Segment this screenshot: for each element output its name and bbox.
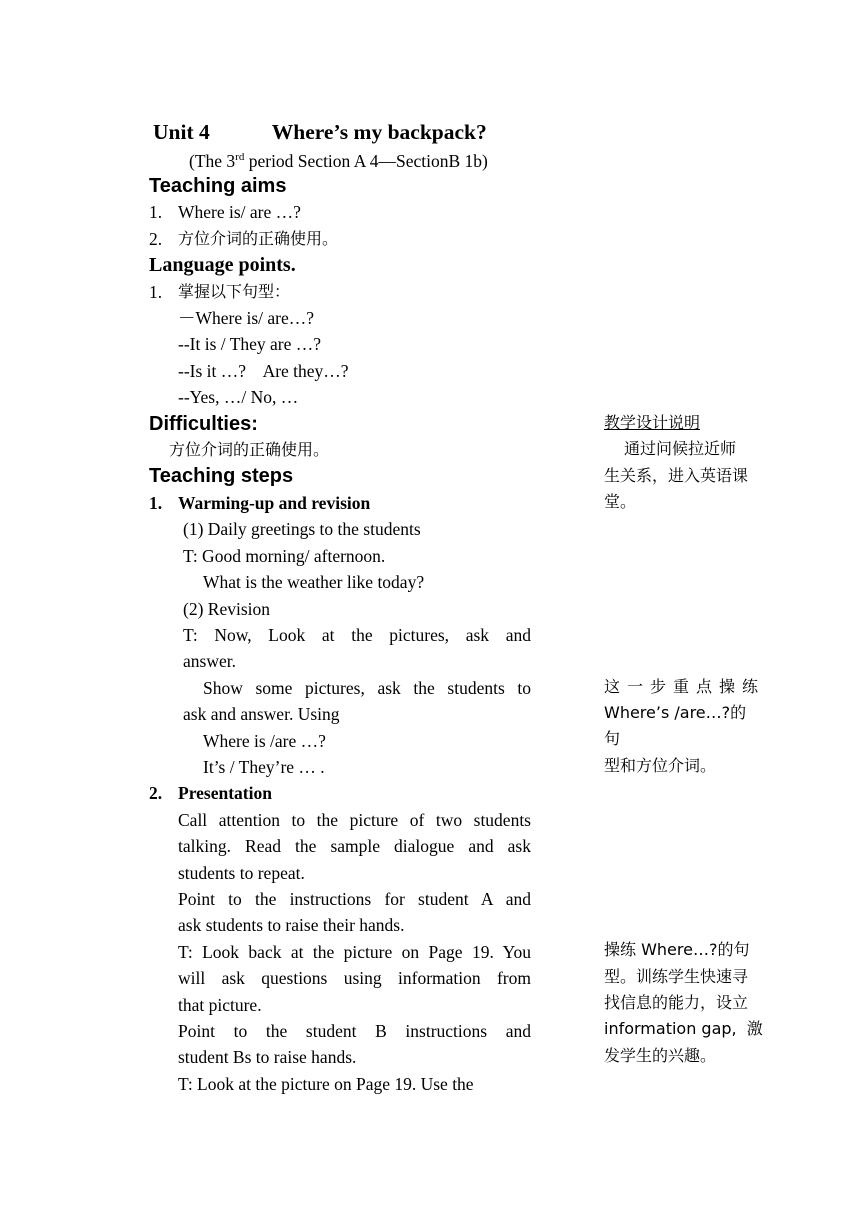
language-line: --Yes, …/ No, … [178, 387, 299, 408]
step-2-line: Point to the instructions for student A and [178, 888, 531, 909]
difficulties-text: 方位介词的正确使用。 [169, 440, 330, 460]
step-2-line: student Bs to raise hands. [178, 1047, 357, 1068]
period-subtitle [189, 149, 531, 173]
step-2-line: ask students to raise their hands. [178, 915, 405, 936]
step-1-line: (1) Daily greetings to the students [183, 519, 421, 540]
note-1: 通过问候拉近师 生关系，进入英语课 堂。 [604, 439, 749, 512]
subtitle-pre: (The 3 [189, 151, 236, 171]
step-1-line: ask and answer. Using [183, 704, 340, 725]
main-column [149, 115, 531, 1097]
step-2-title: 2. Presentation [149, 783, 272, 804]
step-2-line: that picture. [178, 994, 262, 1015]
note-2: 这 一 步 重 点 操 练 Where’s /are…?的句 型和方位介词。 [604, 676, 758, 775]
step-1-line: Where is /are …? [203, 730, 326, 751]
step-2-line: talking. Read the sample dialogue and ask [178, 836, 531, 857]
aim-item-2: 2. 方位介词的正确使用。 [149, 228, 339, 249]
language-item-1: 1. 掌握以下句型： [149, 281, 291, 302]
step-1-line: What is the weather like today? [203, 572, 425, 593]
step-2-line: will ask questions using information from [178, 968, 531, 989]
step-2-line: T: Look back at the picture on Page 19. You [178, 941, 531, 962]
step-1-line: Show some pictures, ask the students to [203, 677, 531, 698]
step-1-line: (2) Revision [183, 598, 271, 619]
step-2-line: Call attention to the picture of two students [178, 809, 531, 830]
step-2-line: T: Look at the picture on Page 19. Use the [178, 1073, 474, 1094]
step-1-line: T: Now, Look at the pictures, ask and [183, 624, 531, 645]
aim-item-1: 1. Where is/ are …? [149, 202, 301, 223]
unit-title [153, 115, 531, 149]
step-1-title: 1. Warming-up and revision [149, 492, 371, 513]
language-line: －Where is/ are…? [178, 308, 315, 329]
notes-column [604, 410, 763, 1069]
note-3: 操练 Where…?的句 型。训练学生快速寻 找信息的能力，设立 information gap, 激 发学生的兴趣。 [604, 940, 763, 1065]
language-line: --It is / They are …? [178, 334, 322, 355]
teaching-aims-heading: Teaching aims [149, 175, 287, 197]
subtitle-post: period Section A 4—SectionB 1b) [244, 151, 488, 171]
language-line: --Is it …? Are they…? [178, 360, 349, 381]
step-1-line: answer. [183, 651, 236, 672]
unit-name: Where’s my backpack? [271, 120, 487, 144]
language-points-heading: Language points. [149, 254, 296, 277]
step-2-line: students to repeat. [178, 862, 305, 883]
subtitle-sup: rd [235, 151, 245, 164]
notes-heading: 教学设计说明 [604, 413, 701, 432]
difficulties-heading: Difficulties: [149, 412, 258, 435]
teaching-steps-heading: Teaching steps [149, 465, 294, 488]
step-2-line: Point to the student B instructions and [178, 1021, 531, 1041]
step-1-line: It’s / They’re … . [203, 756, 325, 777]
step-1-line: T: Good morning/ afternoon. [183, 545, 386, 566]
unit-number: Unit 4 [153, 120, 210, 144]
